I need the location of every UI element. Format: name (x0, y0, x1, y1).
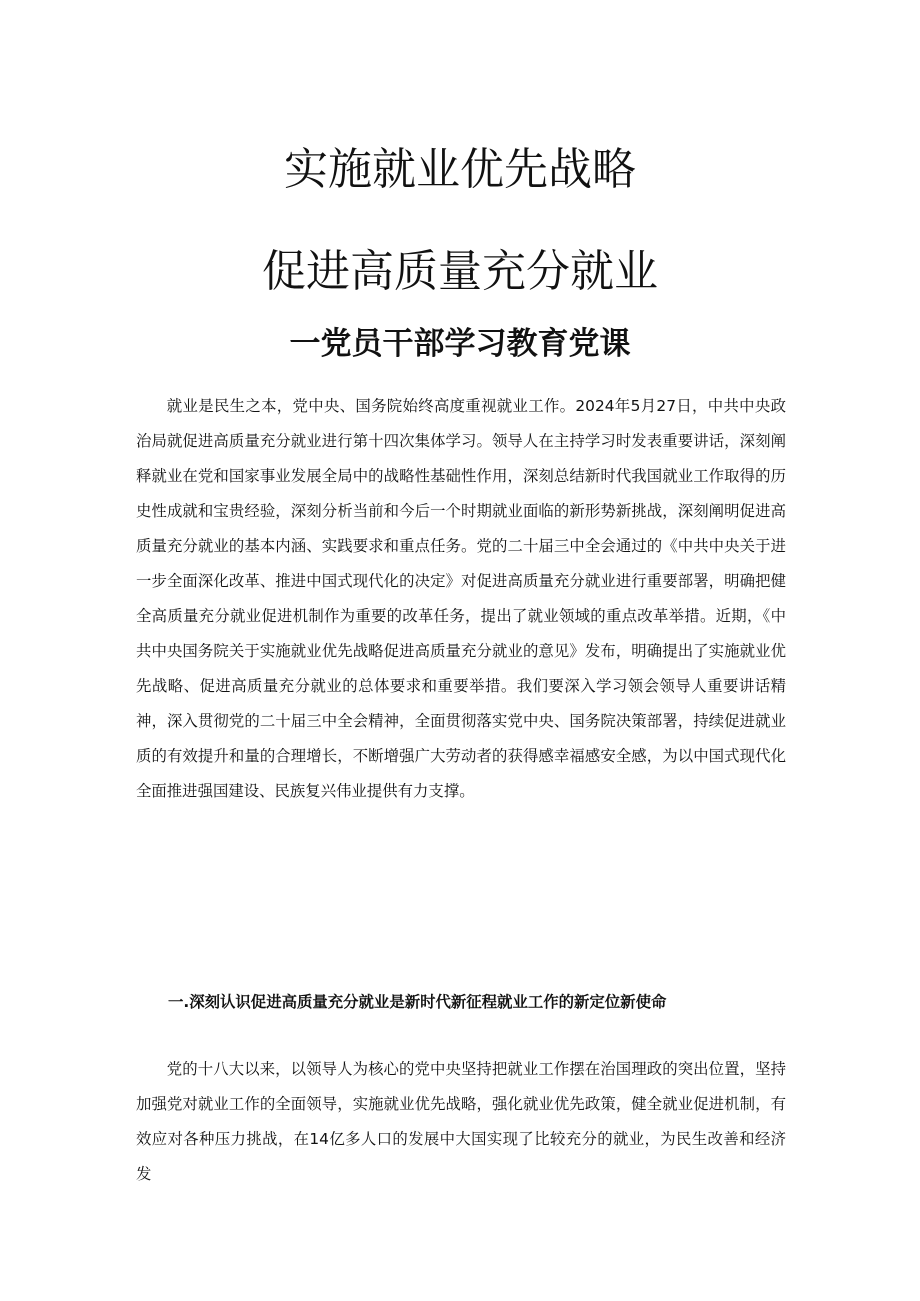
document-subtitle: 一党员干部学习教育党课 (289, 326, 631, 362)
section-heading-1: 一.深刻认识促进高质量充分就业是新时代新征程就业工作的新定位新使命 (168, 993, 667, 1011)
section-1-paragraph: 党的十八大以来，以领导人为核心的党中央坚持把就业工作摆在治国理政的突出位置，坚持加强党对就业工作的全面领导，实施就业优先战略，强化就业优先政策，健全就业促进机制，有效应对各种压力挑战，在14亿多人口的发展中大国实现了比较充分的就业，为民生改善和经济发 (136, 1060, 786, 1183)
document-title-line-1: 实施就业优先战略 (284, 144, 636, 195)
intro-paragraph: 就业是民生之本，党中央、国务院始终高度重视就业工作。2024年5月27日，中共中央政治局就促进高质量充分就业进行第十四次集体学习。领导人在主持学习时发表重要讲话，深刻阐释就业在党和国家事业发展全局中的战略性基础性作用，深刻总结新时代我国就业工作取得的历史性成就和宝贵经验，深刻分析当前和今后一个时期就业面临的新形势新挑战，深刻阐明促进高质量充分就业的基本内涵、实践要求和重点任务。党的二十届三中全会通过的《中共中央关于进一步全面深化改革、推进中国式现代化的决定》对促进高质量充分就业进行重要部署，明确把健全高质量充分就业促进机制作为重要的改革任务，提出了就业领域的重点改革举措。近期，《中共中央国务院关于实施就业优先战略促进高质量充分就业的意见》发布，明确提出了实施就业优先战略、促进高质量充分就业的总体要求和重要举措。我们要深入学习领会领导人重要讲话精神，深入贯彻党的二十届三中全会精神，全面贯彻落实党中央、国务院决策部署，持续促进就业质的有效提升和量的合理增长，不断增强广大劳动者的获得感幸福感安全感，为以中国式现代化全面推进强国建设、民族复兴伟业提供有力支撑。 (136, 397, 786, 800)
document-title-line-2: 促进高质量充分就业 (262, 246, 658, 297)
